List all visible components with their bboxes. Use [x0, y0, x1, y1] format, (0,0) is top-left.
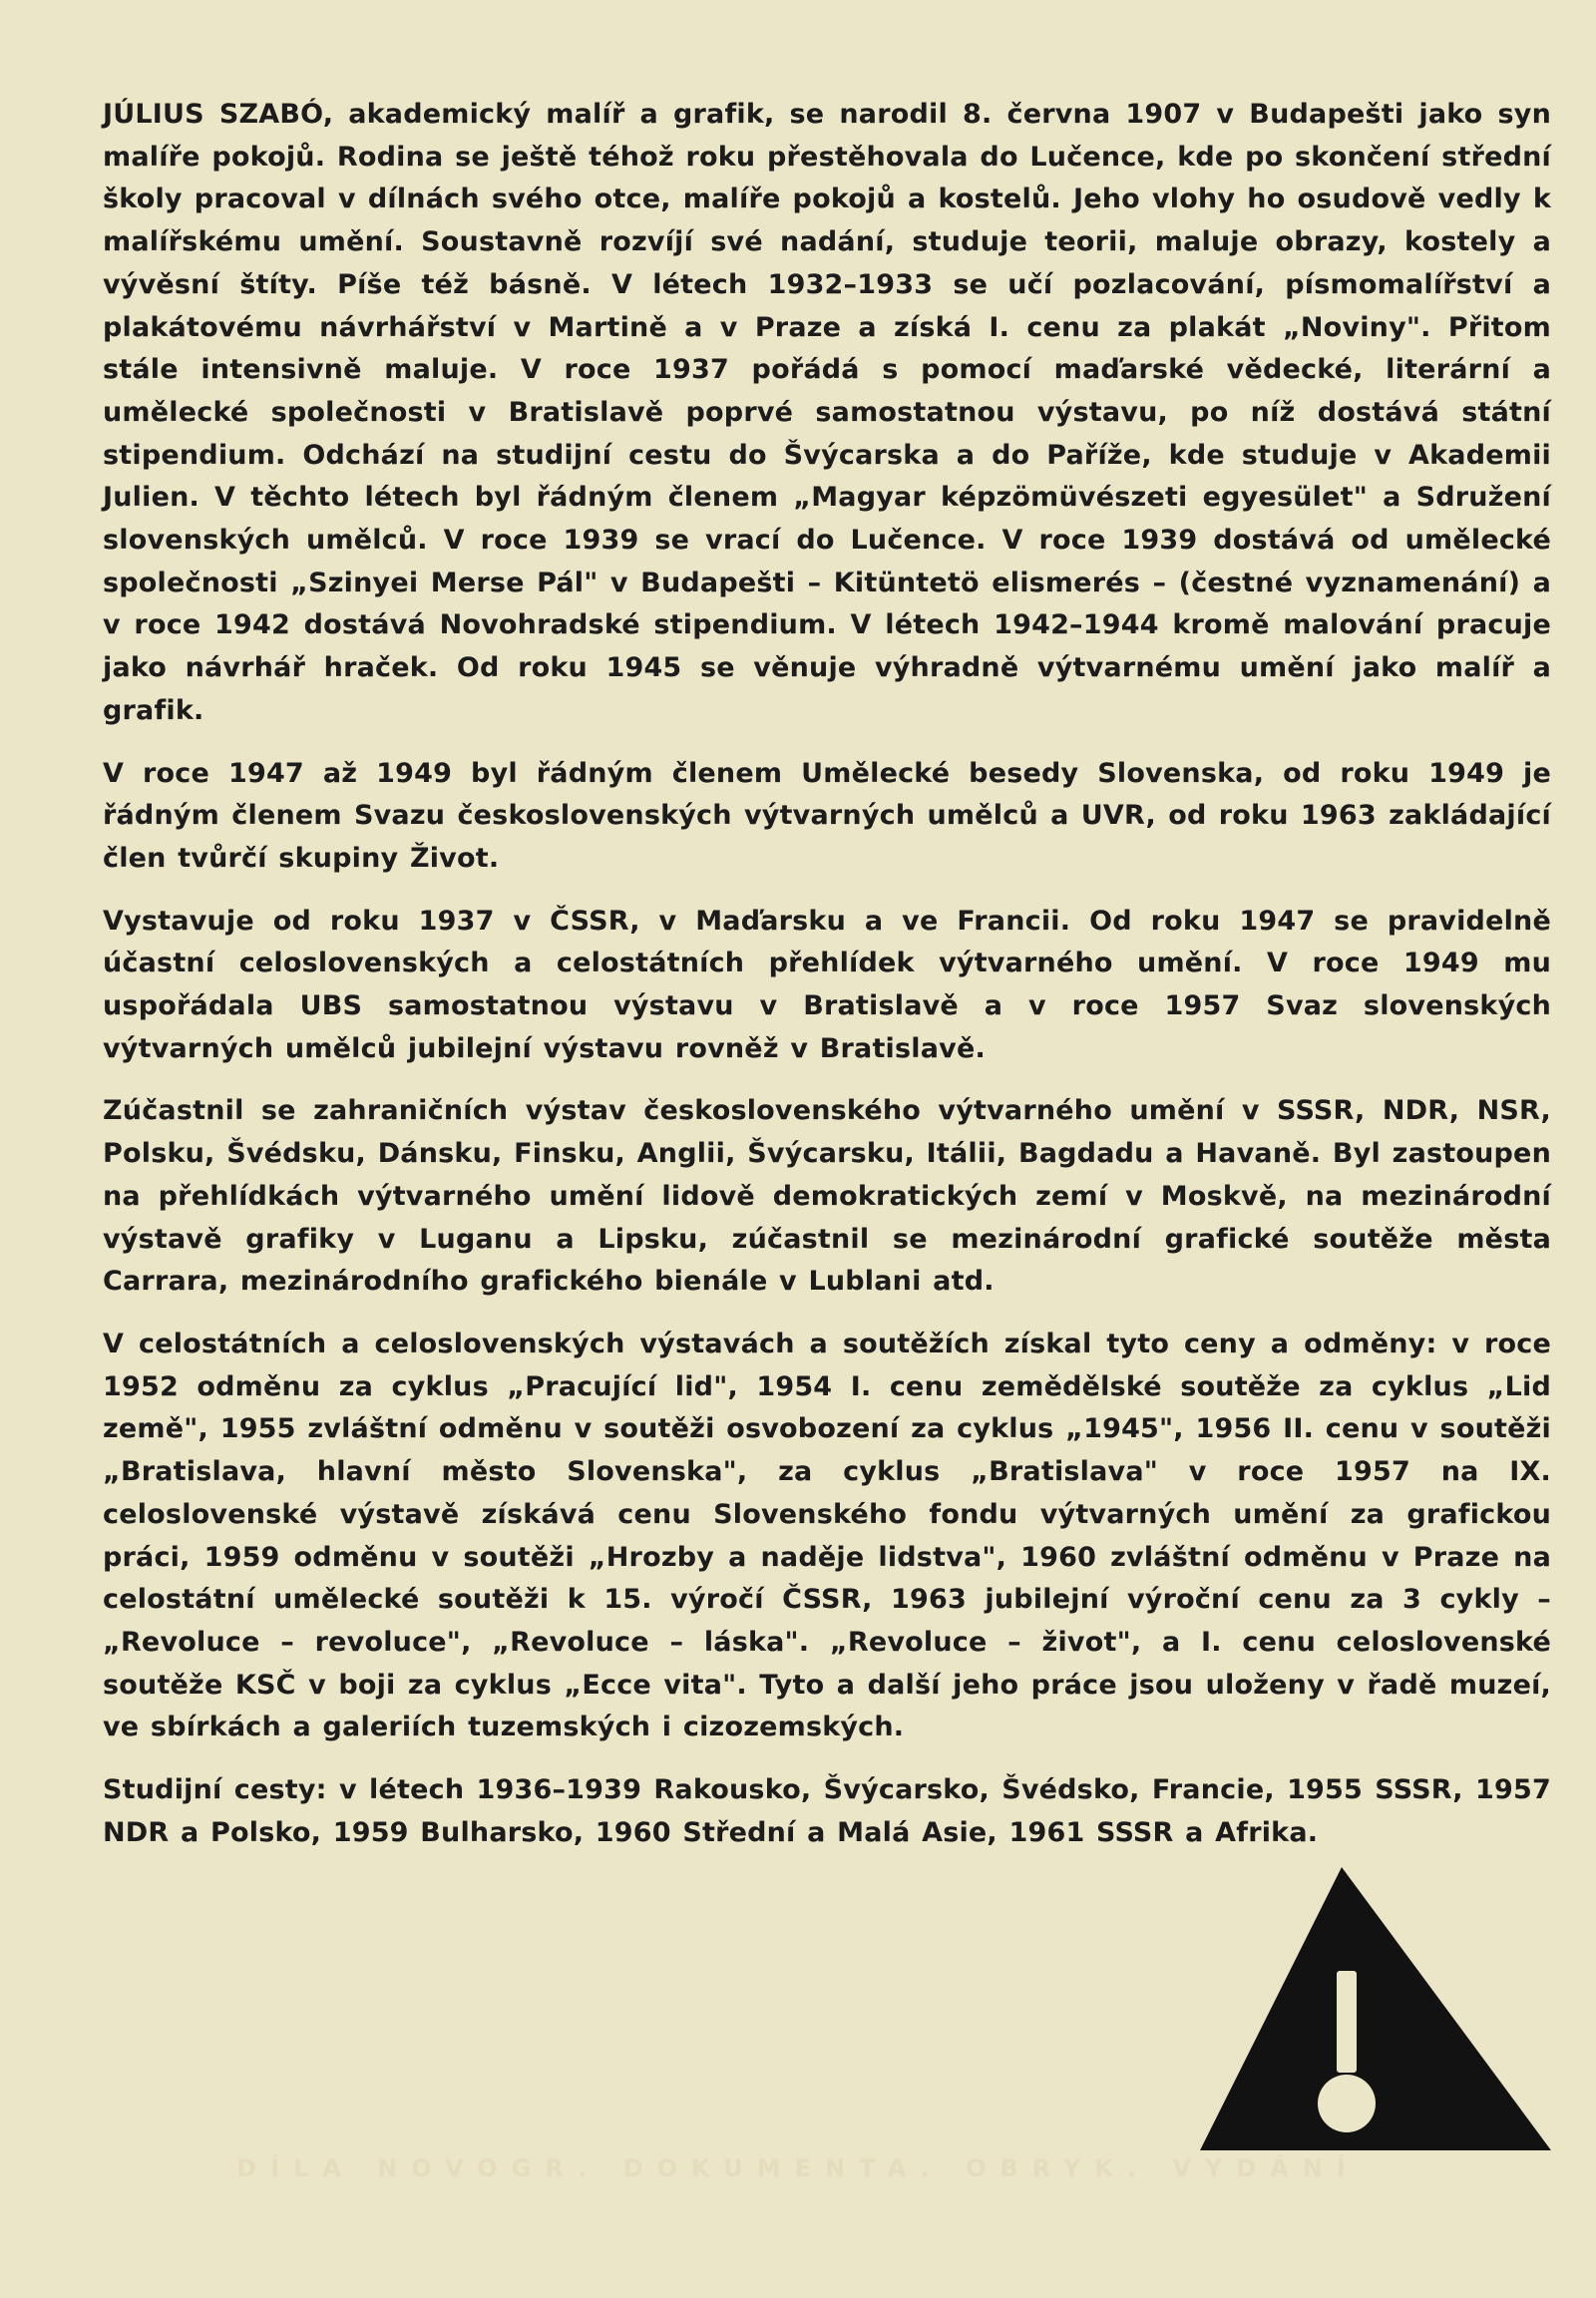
faint-watermark-text: DÍLA NOVOGR. DOKUMENTA. OBRYK. VYDÁNÍ: [236, 2154, 1360, 2182]
warning-triangle-exclamation-icon: [1200, 1867, 1551, 2150]
paragraph-life: JÚLIUS SZABÓ, akademický malíř a grafik, se narodil 8. června 1907 v Budapešti jako syn malíře pokojů. Rodina se ještě téhož roku přestěhovala do Lučence, kde po skončení střední školy pracoval v dílnách svého otce, malíře pokojů a kostelů. Jeho vlohy ho osudově vedly k malířskému umění. Soustavně rozvíjí své nadání, studuje teorii, maluje obrazy, kostely a vývěsní štíty. Píše též básně. V létech 1932–1933 se učí pozlacování, písmomalířství a plakátovému návrhářství v Martině a v Praze a získá I. cenu za plakát „Noviny". Přitom stále intensivně maluje. V roce 1937 pořádá s pomocí maďarské vědecké, literární a umělecké společnosti v Bratislavě poprvé samostatnou výstavu, po níž dostává státní stipendium. Odchází na studijní cestu do Švýcarska a do Paříže, kde studuje v Akademii Julien. V těchto létech byl řádným členem „Magyar képzömüvészeti egyesület" a Sdružení slovenských umělců. V roce 1939 se vrací do Lučence. V roce 1939 dostává od umělecké společnosti „Szinyei Merse Pál" v Budapešti – Kitüntetö elismerés – (čestné vyznamenání) a v roce 1942 dostává Novohradské stipendium. V létech 1942–1944 kromě malování pracuje jako návrhář hraček. Od roku 1945 se věnuje výhradně výtvarnému umění jako malíř a grafik.: [103, 99, 1551, 726]
logo-exclamation-bar: [1337, 1971, 1357, 2073]
logo-exclamation-dot: [1318, 2075, 1376, 2132]
logo-triangle: [1200, 1867, 1551, 2150]
paragraph-foreign-exhibitions: Zúčastnil se zahraničních výstav československého výtvarného umění v SSSR, NDR, NSR, Polsku, Švédsku, Dánsku, Finsku, Anglii, Švýcarsku, Itálii, Bagdadu a Havaně. Byl zastoupen na přehlídkách výtvarného umění lidově demokratických zemí v Moskvě, na mezinárodní výstavě grafiky v Luganu a Lipsku, zúčastnil se mezinárodní grafické soutěže města Carrara, mezinárodního grafického bienále v Lublani atd.: [103, 1095, 1551, 1298]
paragraph-study-trips: Studijní cesty: v létech 1936–1939 Rakousko, Švýcarsko, Švédsko, Francie, 1955 SSSR, 1957 NDR a Polsko, 1959 Bulharsko, 1960 Střední a Malá Asie, 1961 SSSR a Afrika.: [103, 1774, 1551, 1848]
paragraph-awards: V celostátních a celoslovenských výstavách a soutěžích získal tyto ceny a odměny: v roce 1952 odměnu za cyklus „Pracující lid", 1954 I. cenu zemědělské soutěže za cyklus „Lid země", 1955 zvláštní odměnu v soutěži osvobození za cyklus „1945", 1956 II. cenu v soutěži „Bratislava, hlavní město Slovenska", za cyklus „Bratislava" v roce 1957 na IX. celoslovenské výstavě získává cenu Slovenského fondu výtvarných umění za grafickou práci, 1959 odměnu v soutěži „Hrozby a naděje lidstva", 1960 zvláštní odměnu v Praze na celostátní umělecké soutěži k 15. výročí ČSSR, 1963 jubilejní výroční cenu za 3 cykly – „Revoluce – revoluce", „Revoluce – láska". „Revoluce – život", a I. cenu celoslovenské soutěže KSČ v boji za cyklus „Ecce vita". Tyto a další jeho práce jsou uloženy v řadě muzeí, ve sbírkách a galeriích tuzemských i cizozemských.: [103, 1328, 1551, 1743]
paragraph-memberships: V roce 1947 až 1949 byl řádným členem Umělecké besedy Slovenska, od roku 1949 je řádným členem Svazu československých výtvarných umělců a UVR, od roku 1963 zakládající člen tvůrčí skupiny Život.: [103, 757, 1551, 874]
biography-text: [103, 94, 1551, 1874]
paragraph-exhibitions: Vystavuje od roku 1937 v ČSSR, v Maďarsku a ve Francii. Od roku 1947 se pravidelně účastní celoslovenských a celostátních přehlídek výtvarného umění. V roce 1949 mu uspořádala UBS samostatnou výstavu v Bratislavě a v roce 1957 Svaz slovenských výtvarných umělců jubilejní výstavu rovněž v Bratislavě.: [103, 905, 1551, 1064]
